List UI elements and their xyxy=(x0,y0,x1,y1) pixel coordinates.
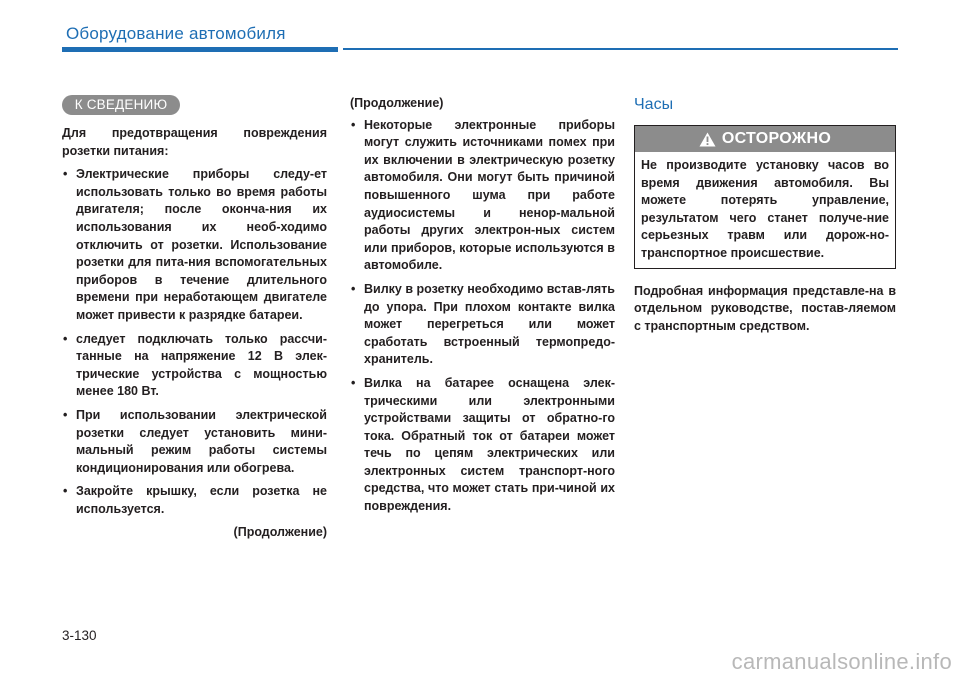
notice-badge: К СВЕДЕНИЮ xyxy=(62,95,180,115)
bullet-icon: • xyxy=(63,331,68,346)
middle-column xyxy=(350,95,615,522)
warning-title: ОСТОРОЖНО xyxy=(721,130,832,148)
list-item xyxy=(62,166,327,324)
clock-section-title: Часы xyxy=(634,96,674,113)
bullet-icon: • xyxy=(351,281,356,296)
bullet-icon: • xyxy=(351,375,356,390)
watermark: carmanualsonline.info xyxy=(731,649,952,674)
list-item xyxy=(350,375,615,516)
list-item-text: следует подключать только рассчи-танные на напряжение 12 В элек-трические устройства с мощностью менее 180 Вт. xyxy=(76,331,327,399)
list-item xyxy=(350,281,615,369)
warning-triangle-icon xyxy=(699,132,716,147)
list-item-text: Вилку в розетку необходимо встав-лять до упора. При плохом контакте вилка может перегреться или может сработать встроенный термопредо-хранитель. xyxy=(364,281,615,367)
right-column xyxy=(634,95,896,341)
bullet-icon: • xyxy=(351,117,356,132)
warning-box xyxy=(634,125,896,269)
list-item-text: Некоторые электронные приборы могут служить источниками помех при их включении в электрическую розетку автомобиля. Они могут быть причиной повышенного шума при работе аудиосистемы и ненор-мальной работы других электрон-ных систем или приборов, которые используются в автомобиле. xyxy=(364,117,615,273)
bullet-icon: • xyxy=(63,167,68,182)
continued-label: (Продолжение) xyxy=(233,525,327,540)
bullet-icon: • xyxy=(63,484,68,499)
continued-from-label: (Продолжение) xyxy=(350,96,444,110)
notice-bullet-list xyxy=(62,166,327,518)
list-item-text: Вилка на батарее оснащена элек-трическими или электронными устройствами защиты от обратно-го тока. Обратный ток от батареи может течь по цепям электрических или электронных систем транспорт-ного средства, что может стать при-чиной их повреждения. xyxy=(364,375,615,514)
list-item-text: Закройте крышку, если розетка не используется. xyxy=(76,484,327,516)
section-header-title: Оборудование автомобиля xyxy=(66,24,286,43)
list-item-text: При использовании электрической розетки следует установить мини-мальный режим работы системы кондиционирования или обогрева. xyxy=(76,407,327,475)
clock-info-text: Подробная информация представле-на в отдельном руководстве, постав-ляемом с транспортным средством. xyxy=(634,283,896,333)
continued-bullet-list xyxy=(350,117,615,516)
bullet-icon: • xyxy=(63,407,68,422)
warning-text: Не производите установку часов во время движения автомобиля. Вы можете потерять управление, результатом чего станет получе-ние серьезных травм или дорож-но-транспортное происшествие. xyxy=(641,158,889,260)
notice-intro: Для предотвращения повреждения розетки питания: xyxy=(62,126,327,158)
list-item xyxy=(350,117,615,275)
list-item-text: Электрические приборы следу-ет использовать только во время работы двигателя; после оконча-ния их использования их необ-ходимо отключить от розетки. Использование розетки для пита-ния вспомогательных приборов в течение длительного времени при неработающем двигателе может привести к разрядке батареи. xyxy=(76,167,327,322)
header-rule-thick xyxy=(62,47,338,52)
list-item xyxy=(62,407,327,477)
list-item xyxy=(62,483,327,518)
header-rule-thin xyxy=(343,48,898,50)
page-number: 3-130 xyxy=(62,628,97,643)
list-item xyxy=(62,331,327,401)
warning-header xyxy=(635,126,895,152)
left-column xyxy=(62,125,327,548)
